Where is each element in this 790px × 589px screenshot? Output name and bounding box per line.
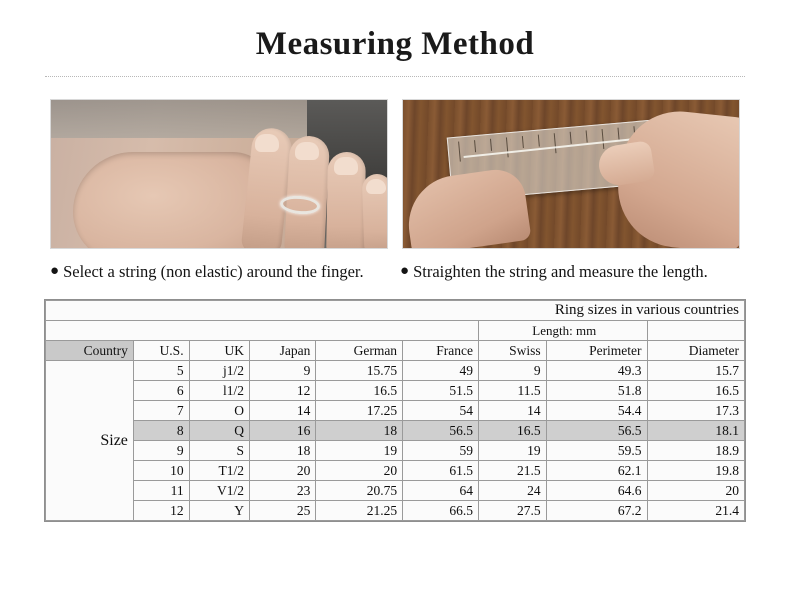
cell-france: 54 xyxy=(403,401,479,421)
cell-perimeter: 59.5 xyxy=(546,441,647,461)
cell-diameter: 18.9 xyxy=(647,441,744,461)
cell-uk: Y xyxy=(189,501,249,521)
ring-size-table xyxy=(45,300,745,521)
cell-diameter: 15.7 xyxy=(647,361,744,381)
cell-japan: 12 xyxy=(250,381,316,401)
caption-step-1-text: Select a string (non elastic) around the finger. xyxy=(63,262,364,282)
cell-diameter: 21.4 xyxy=(647,501,744,521)
caption-step-2 xyxy=(400,262,740,282)
cell-us: 7 xyxy=(133,401,189,421)
cell-us: 8 xyxy=(133,421,189,441)
cell-swiss: 19 xyxy=(478,441,546,461)
length-note-end-spacer xyxy=(647,321,744,341)
caption-step-2-text: Straighten the string and measure the length. xyxy=(413,262,708,282)
fingernail-shape xyxy=(255,134,279,152)
cell-german: 18 xyxy=(316,421,403,441)
length-note: Length: mm xyxy=(478,321,647,341)
cell-france: 66.5 xyxy=(403,501,479,521)
table-row xyxy=(46,381,745,401)
caption-step-1 xyxy=(50,262,390,282)
ring-size-table-container xyxy=(44,299,746,522)
cell-swiss: 9 xyxy=(478,361,546,381)
row-group-label-size: Size xyxy=(46,361,134,521)
page-title: Measuring Method xyxy=(255,26,535,62)
cell-uk: Q xyxy=(189,421,249,441)
cell-swiss: 21.5 xyxy=(478,461,546,481)
cell-uk: S xyxy=(189,441,249,461)
cell-diameter: 17.3 xyxy=(647,401,744,421)
table-row xyxy=(46,361,745,381)
hand-with-ring-photo xyxy=(50,99,388,249)
fingernail-shape xyxy=(366,179,386,194)
cell-uk: O xyxy=(189,401,249,421)
table-row xyxy=(46,481,745,501)
cell-us: 6 xyxy=(133,381,189,401)
cell-swiss: 24 xyxy=(478,481,546,501)
cell-japan: 14 xyxy=(250,401,316,421)
cell-france: 49 xyxy=(403,361,479,381)
bullet-icon: ● xyxy=(400,263,410,280)
fingernail-shape xyxy=(334,157,358,175)
cell-france: 56.5 xyxy=(403,421,479,441)
cell-us: 11 xyxy=(133,481,189,501)
left-hand-shape xyxy=(402,166,531,249)
cell-uk: l1/2 xyxy=(189,381,249,401)
photo-row xyxy=(0,99,790,249)
cell-diameter: 18.1 xyxy=(647,421,744,441)
table-row xyxy=(46,461,745,481)
caption-row xyxy=(0,262,790,282)
cell-uk: j1/2 xyxy=(189,361,249,381)
column-header-diameter: Diameter xyxy=(647,341,744,361)
column-header-swiss: Swiss xyxy=(478,341,546,361)
cell-perimeter: 62.1 xyxy=(546,461,647,481)
cell-france: 61.5 xyxy=(403,461,479,481)
cell-german: 19 xyxy=(316,441,403,461)
cell-japan: 16 xyxy=(250,421,316,441)
cell-us: 10 xyxy=(133,461,189,481)
bullet-icon: ● xyxy=(50,263,60,280)
table-row xyxy=(46,501,745,521)
cell-uk: V1/2 xyxy=(189,481,249,501)
cell-german: 17.25 xyxy=(316,401,403,421)
cell-german: 15.75 xyxy=(316,361,403,381)
title-divider xyxy=(45,76,745,77)
length-note-row xyxy=(46,321,745,341)
cell-france: 59 xyxy=(403,441,479,461)
cell-german: 16.5 xyxy=(316,381,403,401)
table-header-row xyxy=(46,341,745,361)
column-header-country: Country xyxy=(46,341,134,361)
cell-swiss: 14 xyxy=(478,401,546,421)
cell-us: 12 xyxy=(133,501,189,521)
cell-diameter: 20 xyxy=(647,481,744,501)
cell-perimeter: 56.5 xyxy=(546,421,647,441)
cell-japan: 18 xyxy=(250,441,316,461)
cell-japan: 25 xyxy=(250,501,316,521)
length-note-spacer xyxy=(46,321,479,341)
cell-perimeter: 64.6 xyxy=(546,481,647,501)
table-row xyxy=(46,441,745,461)
cell-diameter: 16.5 xyxy=(647,381,744,401)
ruler-measuring-photo xyxy=(402,99,740,249)
cell-german: 21.25 xyxy=(316,501,403,521)
cell-perimeter: 67.2 xyxy=(546,501,647,521)
column-header-perimeter: Perimeter xyxy=(546,341,647,361)
table-caption-row xyxy=(46,301,745,321)
table-row xyxy=(46,401,745,421)
cell-japan: 9 xyxy=(250,361,316,381)
cell-japan: 23 xyxy=(250,481,316,501)
cell-us: 9 xyxy=(133,441,189,461)
cell-perimeter: 54.4 xyxy=(546,401,647,421)
column-header-us: U.S. xyxy=(133,341,189,361)
cell-swiss: 27.5 xyxy=(478,501,546,521)
cell-france: 64 xyxy=(403,481,479,501)
cell-uk: T1/2 xyxy=(189,461,249,481)
column-header-france: France xyxy=(403,341,479,361)
column-header-german: German xyxy=(316,341,403,361)
column-header-japan: Japan xyxy=(250,341,316,361)
cell-swiss: 11.5 xyxy=(478,381,546,401)
cell-us: 5 xyxy=(133,361,189,381)
table-row-highlighted xyxy=(46,421,745,441)
cell-perimeter: 51.8 xyxy=(546,381,647,401)
table-caption: Ring sizes in various countries xyxy=(46,301,745,321)
cell-france: 51.5 xyxy=(403,381,479,401)
cell-swiss: 16.5 xyxy=(478,421,546,441)
cell-perimeter: 49.3 xyxy=(546,361,647,381)
column-header-uk: UK xyxy=(189,341,249,361)
cell-japan: 20 xyxy=(250,461,316,481)
cell-german: 20 xyxy=(316,461,403,481)
fingernail-shape xyxy=(295,142,319,160)
cell-german: 20.75 xyxy=(316,481,403,501)
cell-diameter: 19.8 xyxy=(647,461,744,481)
